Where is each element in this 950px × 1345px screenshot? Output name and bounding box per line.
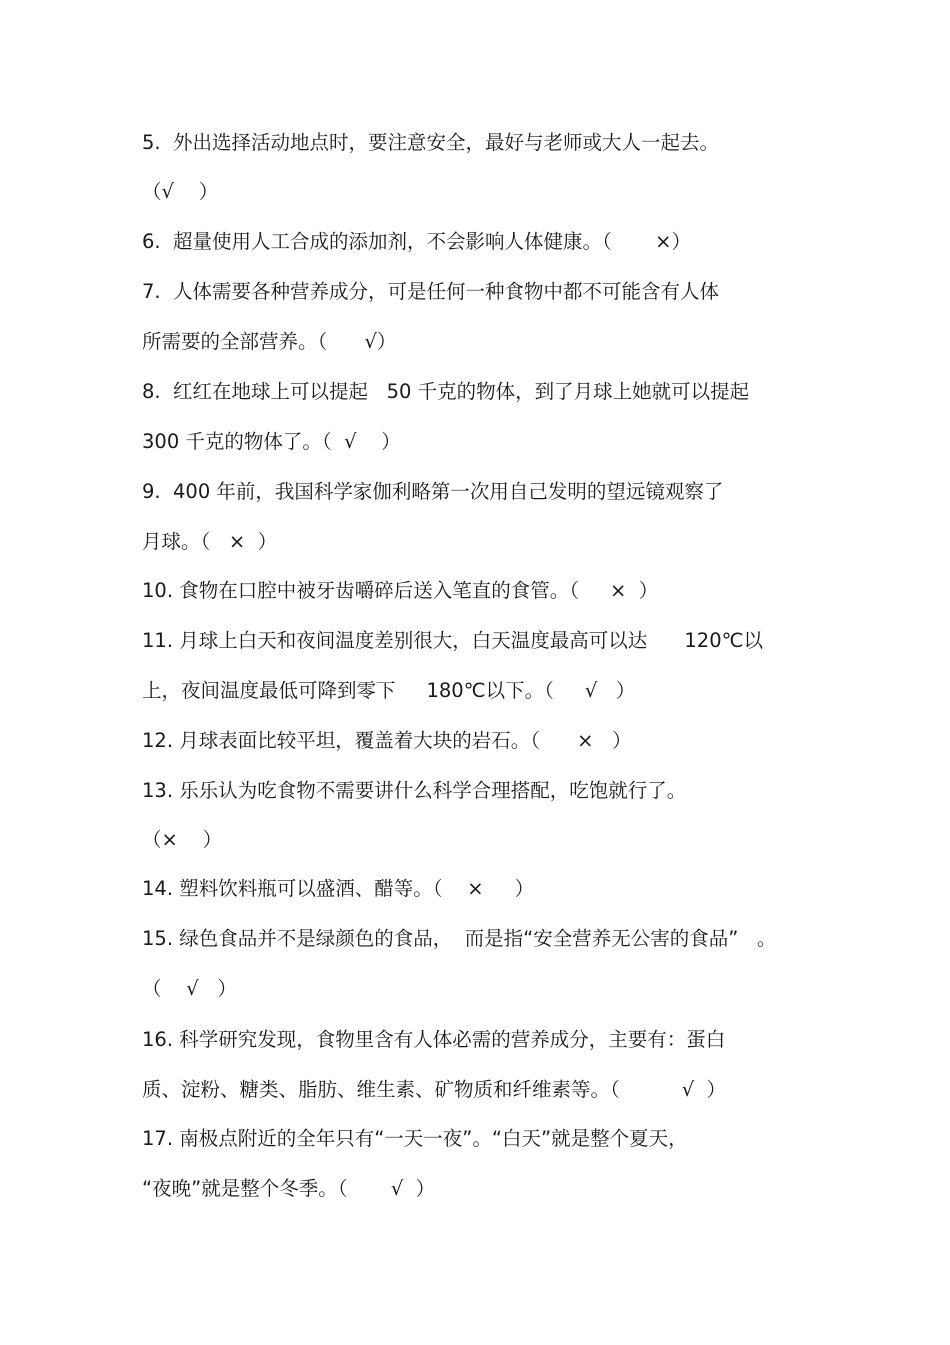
text-line: 12. 月球表面比较平坦，覆盖着大块的岩石。（ × ） xyxy=(142,729,632,752)
text-line: （√ ） xyxy=(142,180,219,203)
text-line: 13. 乐乐认为吃食物不需要讲什么科学合理搭配，吃饱就行了。 xyxy=(142,779,687,802)
text-line: 15. 绿色食品并不是绿颜色的食品， 而是指“安全营养无公害的食品” 。 xyxy=(142,927,777,950)
text-line: “夜晚”就是整个冬季。（ √ ） xyxy=(142,1177,436,1200)
text-line: 14. 塑料饮料瓶可以盛酒、醋等。（ × ） xyxy=(142,877,535,900)
text-line: 9. 400 年前，我国科学家伽利略第一次用自己发明的望远镜观察了 xyxy=(142,480,724,503)
text-line: 所需要的全部营养。（ √） xyxy=(142,330,397,353)
text-line: 月球。（ × ） xyxy=(142,530,278,553)
text-line: （ √ ） xyxy=(142,977,237,1000)
text-line: 上，夜间温度最低可降到零下 180℃以下。（ √ ） xyxy=(142,679,636,702)
text-line: 5. 外出选择活动地点时，要注意安全，最好与老师或大人一起去。 xyxy=(142,131,720,154)
text-line: 质、淀粉、糖类、脂肪、维生素、矿物质和纤维素等。（ √ ） xyxy=(142,1078,727,1101)
text-line: 7. 人体需要各种营养成分，可是任何一种食物中都不可能含有人体 xyxy=(142,280,720,303)
text-line: 300 千克的物体了。（ √ ） xyxy=(142,430,401,453)
text-line: 8. 红红在地球上可以提起 50 千克的物体，到了月球上她就可以提起 xyxy=(142,380,750,403)
text-line: （× ） xyxy=(142,828,223,851)
text-line: 11. 月球上白天和夜间温度差别很大，白天温度最高可以达 120℃以 xyxy=(142,629,764,652)
text-line: 10. 食物在口腔中被牙齿嚼碎后送入笔直的食管。（ × ） xyxy=(142,579,659,602)
text-line: 6. 超量使用人工合成的添加剂，不会影响人体健康。（ ×） xyxy=(142,230,691,253)
text-line: 17. 南极点附近的全年只有“一天一夜”。“白天”就是整个夏天， xyxy=(142,1127,688,1150)
text-line: 16. 科学研究发现，食物里含有人体必需的营养成分，主要有：蛋白 xyxy=(142,1028,726,1051)
